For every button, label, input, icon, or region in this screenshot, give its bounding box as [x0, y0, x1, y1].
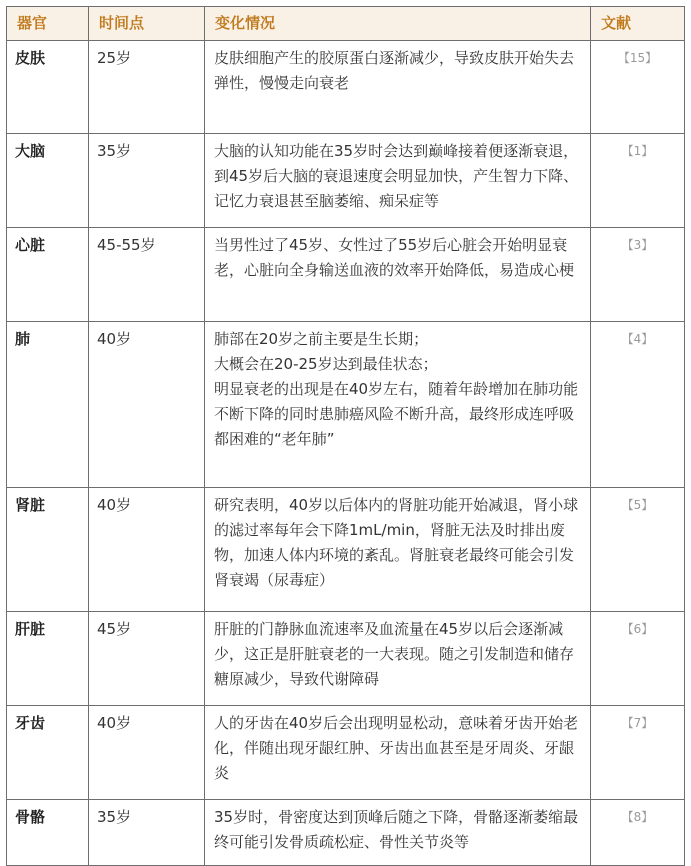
- time-cell: 40岁: [89, 706, 205, 800]
- header-change: 变化情况: [205, 7, 591, 41]
- change-text: 当男性过了45岁、女性过了55岁后心脏会开始明显衰老，心脏向全身输送血液的效率开始降低，易造成心梗: [214, 236, 575, 279]
- header-organ: 器官: [7, 7, 89, 41]
- change-text: 肝脏的门静脉血流速率及血流量在45岁以后会逐渐减少，这正是肝脏衰老的一大表现。随之引发制造和储存糖原减少，导致代谢障碍: [214, 620, 575, 688]
- change-cell: [205, 488, 591, 612]
- change-cell: [205, 612, 591, 706]
- change-text: 明显衰老的出现是在40岁左右，随着年龄增加在肺功能不断下降的同时患肺癌风险不断升高，最终形成连呼吸都困难的“老年肺”: [214, 380, 579, 448]
- table-row: [7, 228, 685, 322]
- reference-cell: 【5】: [591, 488, 685, 612]
- organ-cell: 肾脏: [7, 488, 89, 612]
- change-text: 35岁时，骨密度达到顶峰后随之下降，骨骼逐渐萎缩最终可能引发骨质疏松症、骨性关节炎等: [214, 808, 579, 851]
- time-cell: 40岁: [89, 488, 205, 612]
- table-row: [7, 488, 685, 612]
- reference-cell: 【7】: [591, 706, 685, 800]
- change-cell: [205, 41, 591, 134]
- reference-cell: 【15】: [591, 41, 685, 134]
- change-cell: [205, 706, 591, 800]
- change-cell: [205, 134, 591, 228]
- reference-cell: 【3】: [591, 228, 685, 322]
- organ-cell: 牙齿: [7, 706, 89, 800]
- organ-cell: 大脑: [7, 134, 89, 228]
- change-text: 大脑的认知功能在35岁时会达到巅峰接着便逐渐衰退，到45岁后大脑的衰退速度会明显加快，产生智力下降、记忆力衰退甚至脑萎缩、痴呆症等: [214, 142, 579, 210]
- table-row: [7, 706, 685, 800]
- time-cell: 35岁: [89, 134, 205, 228]
- change-text: 肺部在20岁之前主要是生长期；: [214, 330, 429, 348]
- organ-cell: 心脏: [7, 228, 89, 322]
- table-row: [7, 41, 685, 134]
- organ-cell: 肝脏: [7, 612, 89, 706]
- change-text: 研究表明，40岁以后体内的肾脏功能开始减退，肾小球的滤过率每年会下降1mL/min，肾脏无法及时排出废物，加速人体内环境的紊乱。肾脏衰老最终可能会引发肾衰竭（尿毒症）: [214, 496, 579, 589]
- header-reference: 文献: [591, 7, 685, 41]
- change-text: 大概会在20-25岁达到最佳状态；: [214, 355, 438, 373]
- table-body: [7, 41, 685, 866]
- table-row: [7, 134, 685, 228]
- reference-cell: 【6】: [591, 612, 685, 706]
- table-row: [7, 612, 685, 706]
- time-cell: 45岁: [89, 612, 205, 706]
- organ-cell: 皮肤: [7, 41, 89, 134]
- reference-cell: 【8】: [591, 800, 685, 866]
- reference-cell: 【4】: [591, 322, 685, 488]
- time-cell: 25岁: [89, 41, 205, 134]
- header-time: 时间点: [89, 7, 205, 41]
- organ-cell: 肺: [7, 322, 89, 488]
- change-cell: [205, 322, 591, 488]
- reference-cell: 【1】: [591, 134, 685, 228]
- change-cell: [205, 228, 591, 322]
- organ-cell: 骨骼: [7, 800, 89, 866]
- table-header-row: [7, 7, 685, 41]
- change-text: 皮肤细胞产生的胶原蛋白逐渐减少，导致皮肤开始失去弹性，慢慢走向衰老: [214, 49, 575, 92]
- table-row: [7, 322, 685, 488]
- change-cell: [205, 800, 591, 866]
- time-cell: 45-55岁: [89, 228, 205, 322]
- table-row: [7, 800, 685, 866]
- time-cell: 40岁: [89, 322, 205, 488]
- time-cell: 35岁: [89, 800, 205, 866]
- organ-aging-table: [6, 6, 685, 866]
- change-text: 人的牙齿在40岁后会出现明显松动，意味着牙齿开始老化，伴随出现牙龈红肿、牙齿出血甚至是牙周炎、牙龈炎: [214, 714, 579, 782]
